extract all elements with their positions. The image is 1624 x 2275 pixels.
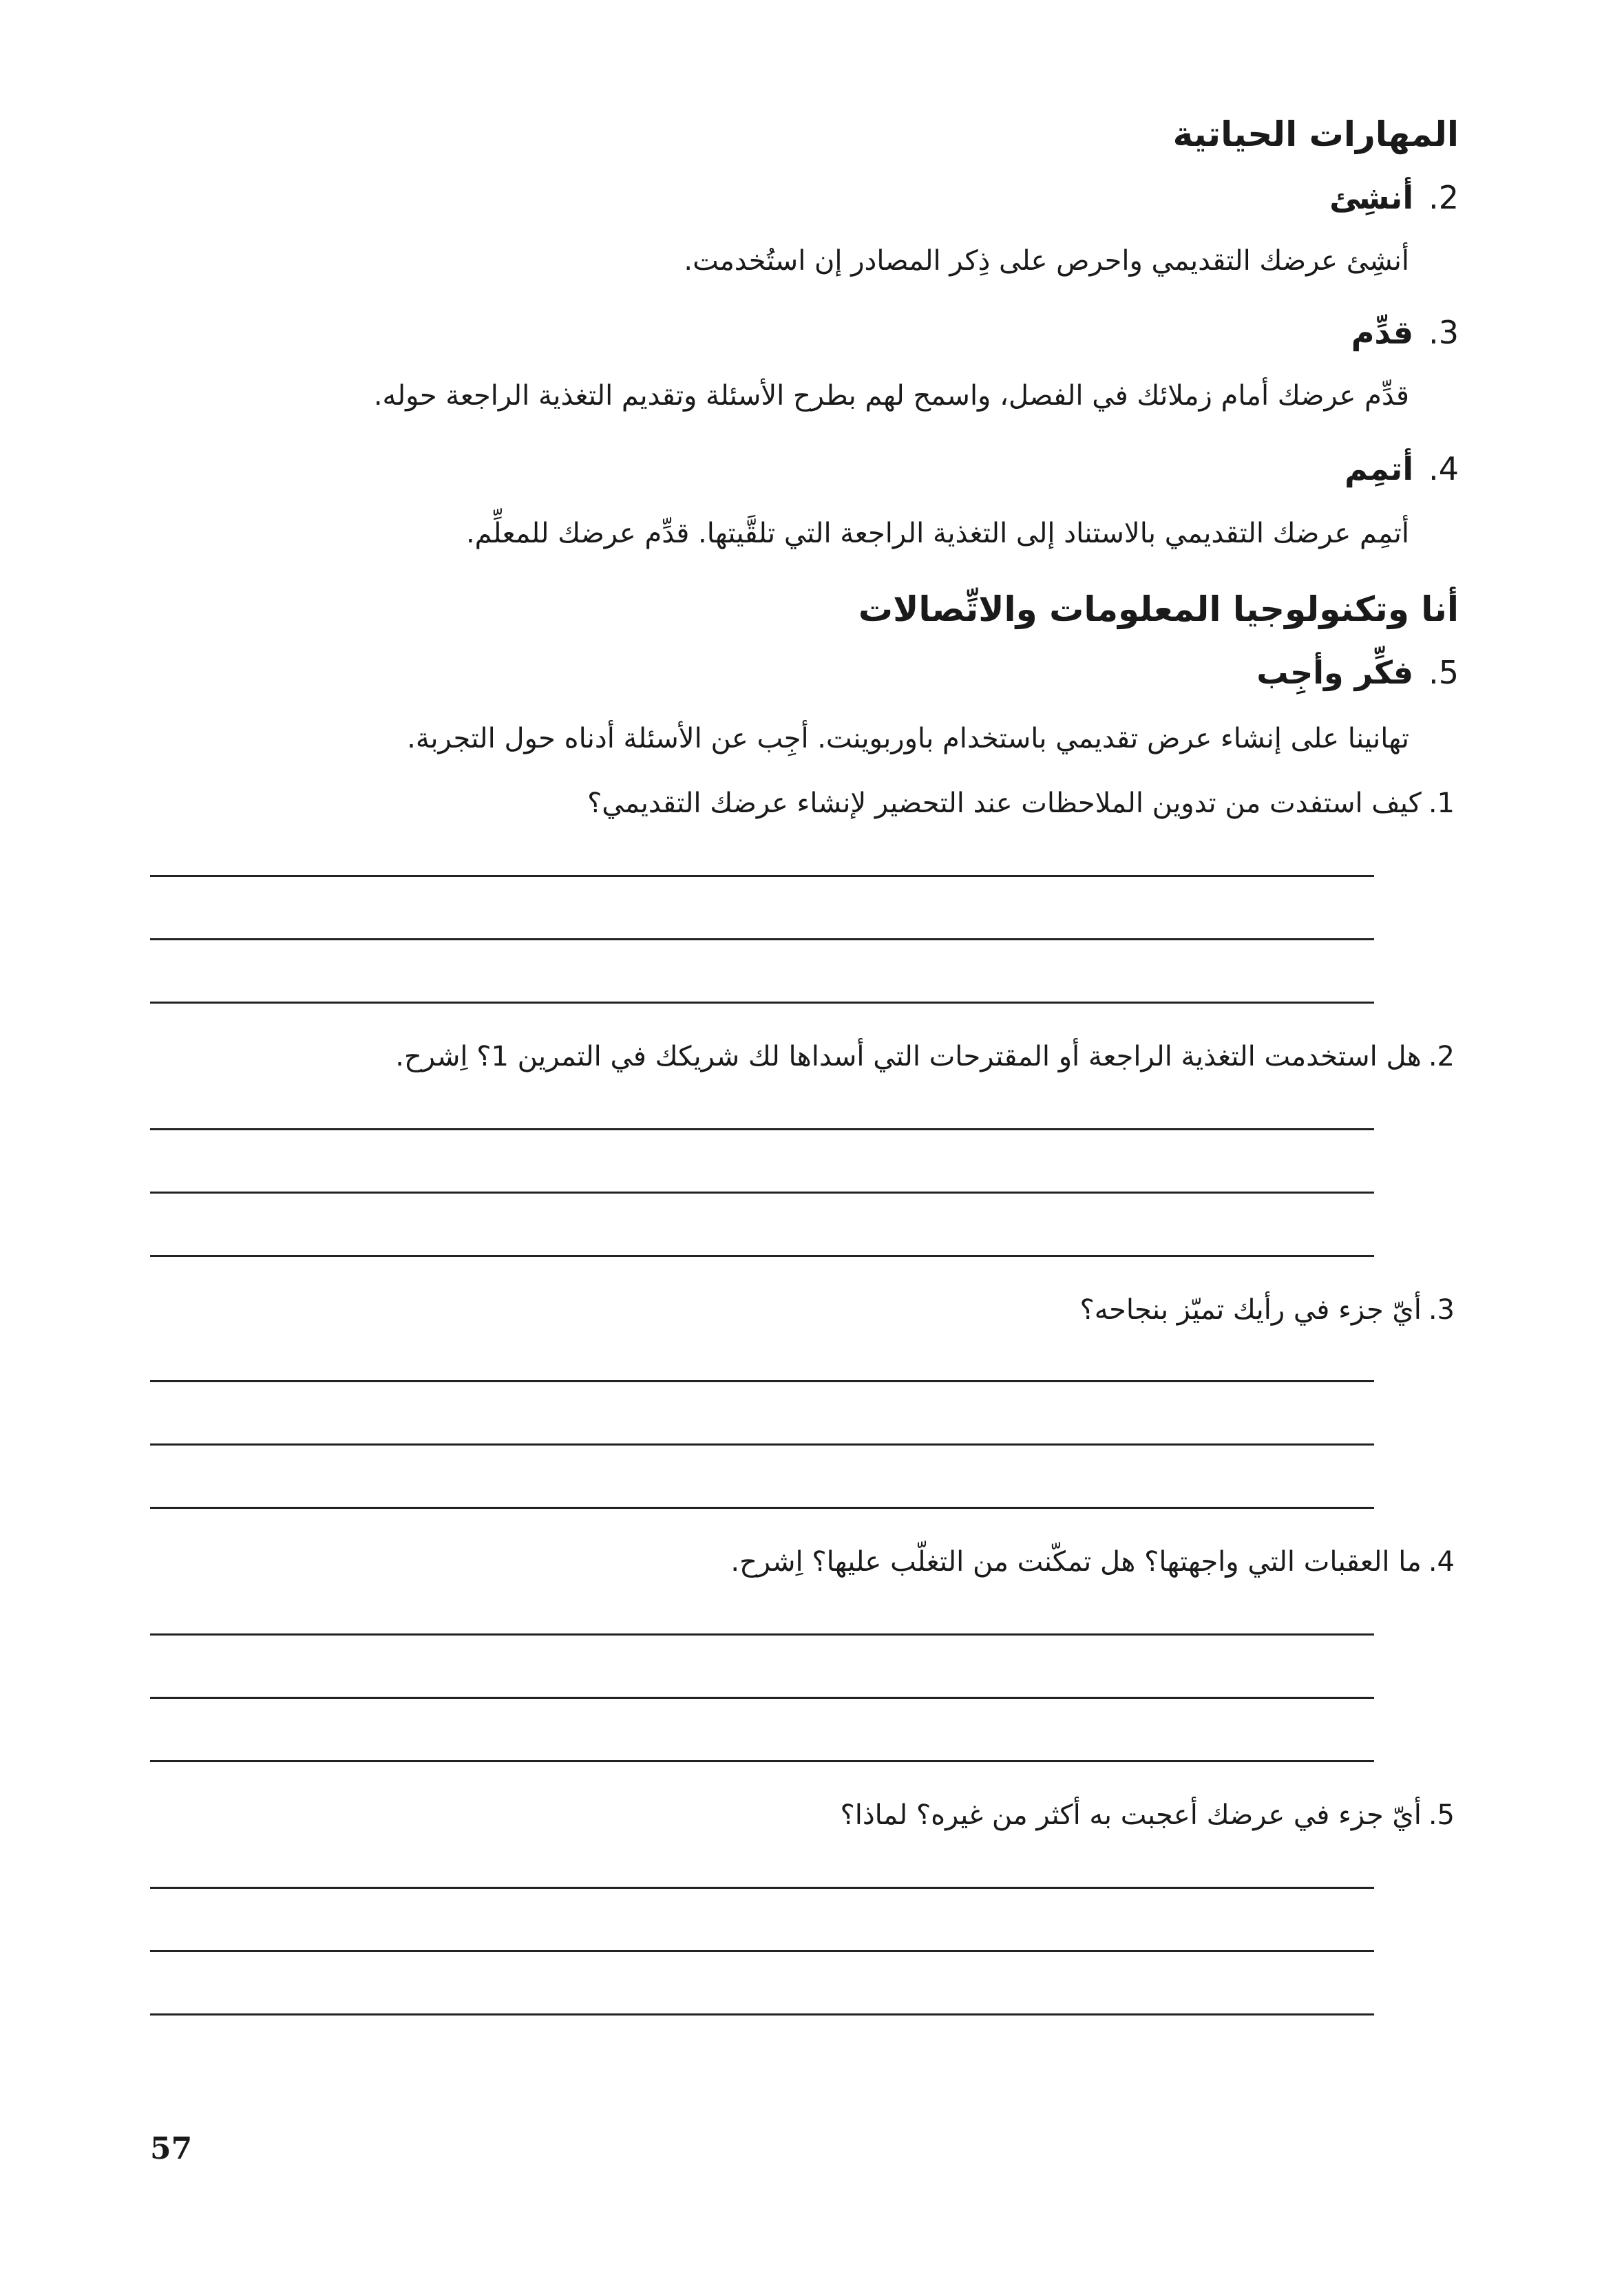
answer-line[interactable]: [150, 1380, 1374, 1382]
question-number: 3.: [1428, 1294, 1455, 1326]
answer-line[interactable]: [150, 1760, 1374, 1762]
answer-line[interactable]: [150, 1192, 1374, 1194]
item-number: 5.: [1428, 654, 1459, 691]
answer-line[interactable]: [150, 938, 1374, 940]
question-number: 4.: [1428, 1546, 1455, 1578]
answer-line[interactable]: [150, 1443, 1374, 1446]
item-heading-create: [1329, 179, 1459, 216]
answer-line[interactable]: [150, 875, 1374, 877]
item-heading-complete: [1344, 450, 1459, 487]
item-heading-think-answer: [1256, 654, 1459, 691]
answer-line[interactable]: [150, 1633, 1374, 1636]
question-4: [730, 1546, 1455, 1578]
answer-line[interactable]: [150, 1950, 1374, 1952]
question-number: 5.: [1428, 1799, 1455, 1831]
question-5: [840, 1799, 1455, 1831]
answer-line[interactable]: [150, 2013, 1374, 2015]
item-heading-present: [1351, 314, 1459, 351]
question-text: كيف استفدت من تدوين الملاحظات عند التحضير لإنشاء عرضك التقديمي؟: [587, 787, 1422, 819]
answer-line[interactable]: [150, 1887, 1374, 1889]
question-text: ما العقبات التي واجهتها؟ هل تمكّنت من التغلّب عليها؟ اِشرح.: [730, 1546, 1422, 1578]
ict-intro-text: تهانينا على إنشاء عرض تقديمي باستخدام باوربوينت. أجِب عن الأسئلة أدناه حول التجربة.: [407, 723, 1409, 754]
section-title-life-skills: المهارات الحياتية: [1172, 114, 1459, 154]
page-number: 57: [150, 2131, 193, 2166]
item-title: أنشِئ: [1329, 179, 1414, 216]
question-text: هل استخدمت التغذية الراجعة أو المقترحات التي أسداها لك شريكك في التمرين 1؟ اِشرح.: [395, 1041, 1422, 1072]
question-number: 1.: [1428, 787, 1455, 819]
item-text-present: قدِّم عرضك أمام زملائك في الفصل، واسمح لهم بطرح الأسئلة وتقديم التغذية الراجعة حوله.: [373, 380, 1409, 412]
answer-line[interactable]: [150, 1002, 1374, 1004]
answer-line[interactable]: [150, 1255, 1374, 1257]
section-title-ict: أنا وتكنولوجيا المعلومات والاتِّصالات: [858, 589, 1459, 629]
item-text-complete: أتمِم عرضك التقديمي بالاستناد إلى التغذية الراجعة التي تلقَّيتها. قدِّم عرضك للمعلِّم.: [465, 518, 1409, 549]
answer-line[interactable]: [150, 1697, 1374, 1699]
question-number: 2.: [1428, 1041, 1455, 1072]
item-title: أتمِم: [1344, 450, 1414, 487]
answer-line[interactable]: [150, 1507, 1374, 1509]
item-title: قدِّم: [1351, 314, 1414, 351]
question-2: [395, 1041, 1455, 1072]
question-1: [587, 787, 1455, 819]
answer-line[interactable]: [150, 1128, 1374, 1130]
question-text: أيّ جزء في عرضك أعجبت به أكثر من غيره؟ لماذا؟: [840, 1799, 1422, 1831]
question-3: [1079, 1294, 1455, 1326]
item-number: 3.: [1428, 314, 1459, 351]
item-number: 2.: [1428, 179, 1459, 216]
item-title: فكِّر وأجِب: [1256, 654, 1414, 691]
item-text-create: أنشِئ عرضك التقديمي واحرص على ذِكر المصادر إن استُخدمت.: [684, 245, 1409, 277]
item-number: 4.: [1428, 450, 1459, 487]
question-text: أيّ جزء في رأيك تميّز بنجاحه؟: [1079, 1294, 1422, 1326]
